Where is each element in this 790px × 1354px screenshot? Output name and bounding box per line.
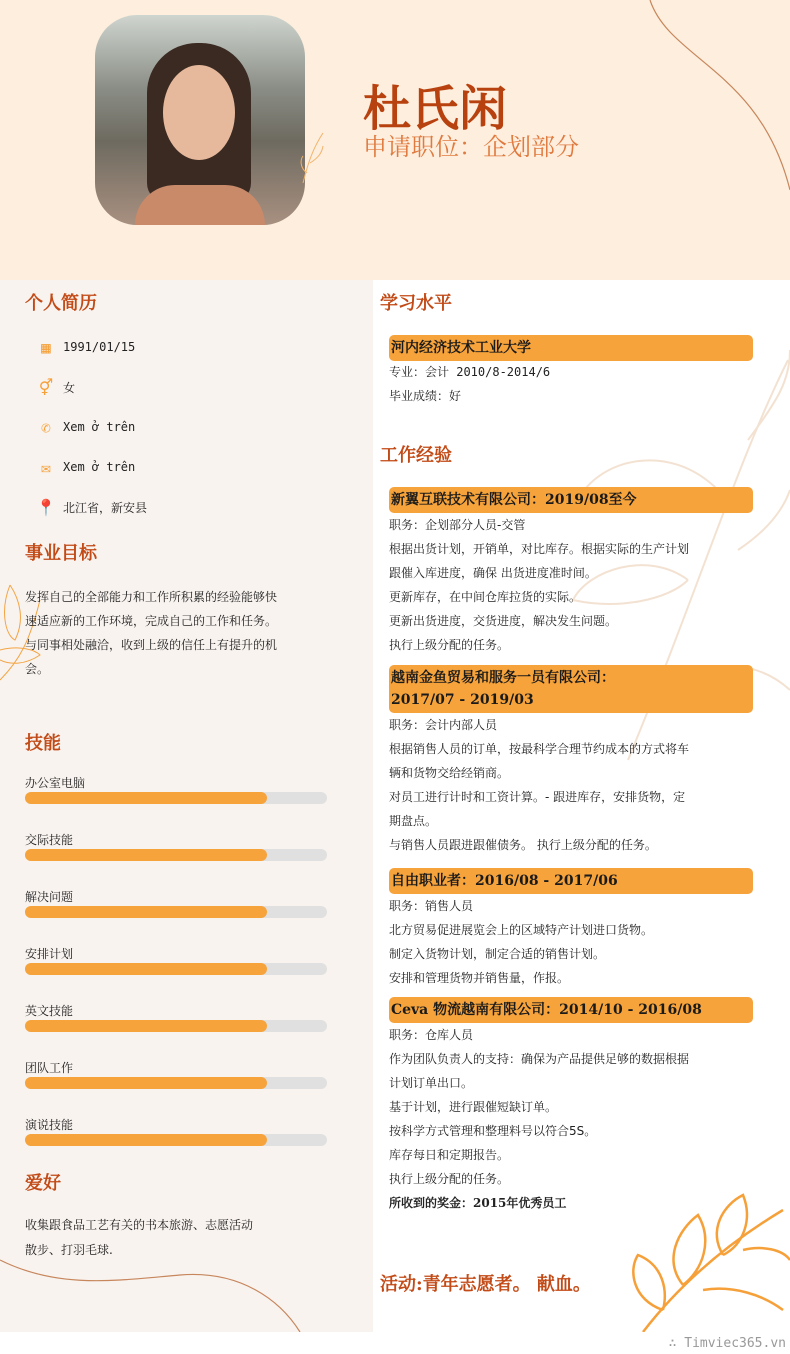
skill-item (25, 1002, 327, 1032)
skill-item (25, 831, 327, 861)
gender-icon: ⚥ (38, 377, 54, 397)
email: Xem ở trên (63, 460, 136, 474)
birthdate: 1991/01/15 (63, 340, 136, 354)
job-detail-line: 跟催入库进度，确保 出货进度准时间。 (389, 566, 597, 580)
hobby-line: 散步、打羽毛球. (25, 1243, 113, 1257)
skill-label: 办公室电脑 (25, 776, 86, 790)
skill-item (25, 1116, 327, 1146)
education-section-title: 学习水平 (380, 293, 452, 314)
skill-bar (25, 849, 327, 861)
skill-item (25, 888, 327, 918)
skill-bar (25, 1020, 327, 1032)
skill-bar-fill (25, 849, 267, 861)
experience-section-title: 工作经验 (380, 445, 452, 466)
skill-bar-fill (25, 963, 267, 975)
address-row (35, 497, 147, 517)
job-heading (389, 487, 753, 513)
job-heading (389, 868, 753, 894)
applied-position: 申请职位：企划部分 (363, 133, 579, 161)
skill-label: 团队工作 (25, 1061, 74, 1075)
job-heading-line: Ceva 物流越南有限公司：2014/10 - 2016/08 (391, 1002, 702, 1018)
skill-item (25, 945, 327, 975)
job-detail-line: 职务：会计内部人员 (389, 718, 498, 732)
job-detail-line: 职务：企划部分人员-交管 (389, 518, 526, 532)
job-detail-line: 与销售人员跟进跟催债务。 执行上级分配的任务。 (389, 838, 657, 852)
objective-line: 与同事相处融洽，收到上级的信任上有提升的机 (25, 638, 278, 652)
job-heading (389, 997, 753, 1023)
job-detail-line: 北方贸易促进展览会上的区域特产计划进口货物。 (389, 923, 654, 937)
birthdate-row (35, 337, 135, 357)
address: 北江省，新安县 (63, 500, 148, 515)
skills-section-title: 技能 (25, 733, 61, 754)
skill-item (25, 774, 327, 804)
job-detail-line: 库存每日和定期报告。 (389, 1148, 510, 1162)
profile-photo (95, 15, 305, 225)
activities: 活动:青年志愿者。 献血。 (380, 1274, 591, 1295)
job-detail-line: 作为团队负责人的支持：确保为产品提供足够的数据根据 (389, 1052, 690, 1066)
phone: Xem ở trên (63, 420, 136, 434)
job-detail-line: 职务：仓库人员 (389, 1028, 474, 1042)
job-detail-line: 更新出货进度，交货进度，解决发生问题。 (389, 614, 618, 628)
education-line: 毕业成绩：好 (389, 389, 462, 403)
job-detail-line: 期盘点。 (389, 814, 438, 828)
skill-item (25, 1059, 327, 1089)
hobbies-section-title: 爱好 (25, 1173, 61, 1194)
job-detail-line: 职务：销售人员 (389, 899, 474, 913)
skill-bar (25, 906, 327, 918)
skill-label: 交际技能 (25, 833, 74, 847)
objective-line: 速适应新的工作环境，完成自己的工作和任务。 (25, 614, 278, 628)
phone-icon: ✆ (41, 417, 51, 437)
objective-line: 发挥自己的全部能力和工作所积累的经验能够快 (25, 590, 278, 604)
phone-row (35, 417, 135, 437)
job-heading-line: 越南金鱼贸易和服务一员有限公司： (391, 670, 615, 686)
job-detail-line: 按科学方式管理和整理料号以符合5S。 (389, 1124, 597, 1138)
job-detail-line: 更新库存，在中间仓库拉货的实际。 (389, 590, 582, 604)
skill-bar (25, 963, 327, 975)
job-detail-line: 辆和货物交给经销商。 (389, 766, 510, 780)
job-heading-line: 2017/07 - 2019/03 (391, 692, 534, 708)
skill-bar-fill (25, 1134, 267, 1146)
gender-row (35, 377, 75, 397)
school-name: 河内经济技术工业大学 (389, 335, 753, 361)
job-detail-line: 制定入货物计划，制定合适的销售计划。 (389, 947, 606, 961)
watermark: ∴ Timviec365.vn (668, 1336, 786, 1351)
decorative-curve (640, 0, 790, 200)
gender: 女 (63, 380, 76, 395)
email-row (35, 457, 135, 477)
job-detail-line: 基于计划，进行跟催短缺订单。 (389, 1100, 558, 1114)
job-details (389, 713, 755, 857)
job-heading-line: 自由职业者：2016/08 - 2017/06 (391, 873, 618, 889)
skill-bar (25, 1134, 327, 1146)
skill-bar-fill (25, 906, 267, 918)
job-details (389, 1023, 755, 1215)
hobby-line: 收集跟食品工艺有关的书本旅游、志愿活动 (25, 1218, 254, 1232)
header (0, 0, 790, 280)
job-detail-line: 安排和管理货物并销售量，作报。 (389, 971, 570, 985)
skill-bar-fill (25, 1077, 267, 1089)
job-detail-line: 根据出货计划，开销单，对比库存。根据实际的生产计划 (389, 542, 690, 556)
objective-text (25, 585, 345, 681)
job-details (389, 513, 755, 657)
job-detail-line: 执行上级分配的任务。 (389, 638, 510, 652)
candidate-name: 杜氏闲 (363, 81, 508, 137)
job-detail-line: 对员工进行计时和工资计算。- 跟进库存，安排货物，定 (389, 790, 686, 804)
hobbies-text (25, 1213, 345, 1263)
job-heading (389, 665, 753, 713)
award: 所收到的奖金：2015年优秀员工 (389, 1196, 567, 1210)
skill-label: 英文技能 (25, 1004, 74, 1018)
skill-bar (25, 1077, 327, 1089)
education-details (389, 360, 755, 408)
email-icon: ✉ (41, 457, 51, 477)
job-detail-line: 计划订单出口。 (389, 1076, 474, 1090)
location-icon: 📍 (36, 497, 56, 517)
objective-line: 会。 (25, 662, 50, 676)
job-detail-line: 根据销售人员的订单，按最科学合理节约成本的方式将车 (389, 742, 690, 756)
skill-label: 解决问题 (25, 890, 74, 904)
personal-section-title: 个人简历 (25, 293, 97, 314)
objective-section-title: 事业目标 (25, 543, 97, 564)
skill-bar-fill (25, 792, 267, 804)
job-details (389, 894, 755, 990)
job-heading-line: 新翼互联技术有限公司：2019/08至今 (391, 492, 637, 508)
skill-bar (25, 792, 327, 804)
skill-bar-fill (25, 1020, 267, 1032)
calendar-icon: ▦ (41, 337, 51, 357)
job-detail-line: 执行上级分配的任务。 (389, 1172, 510, 1186)
skill-label: 演说技能 (25, 1118, 74, 1132)
skill-label: 安排计划 (25, 947, 74, 961)
education-line: 专业：会计 2010/8-2014/6 (389, 365, 551, 379)
